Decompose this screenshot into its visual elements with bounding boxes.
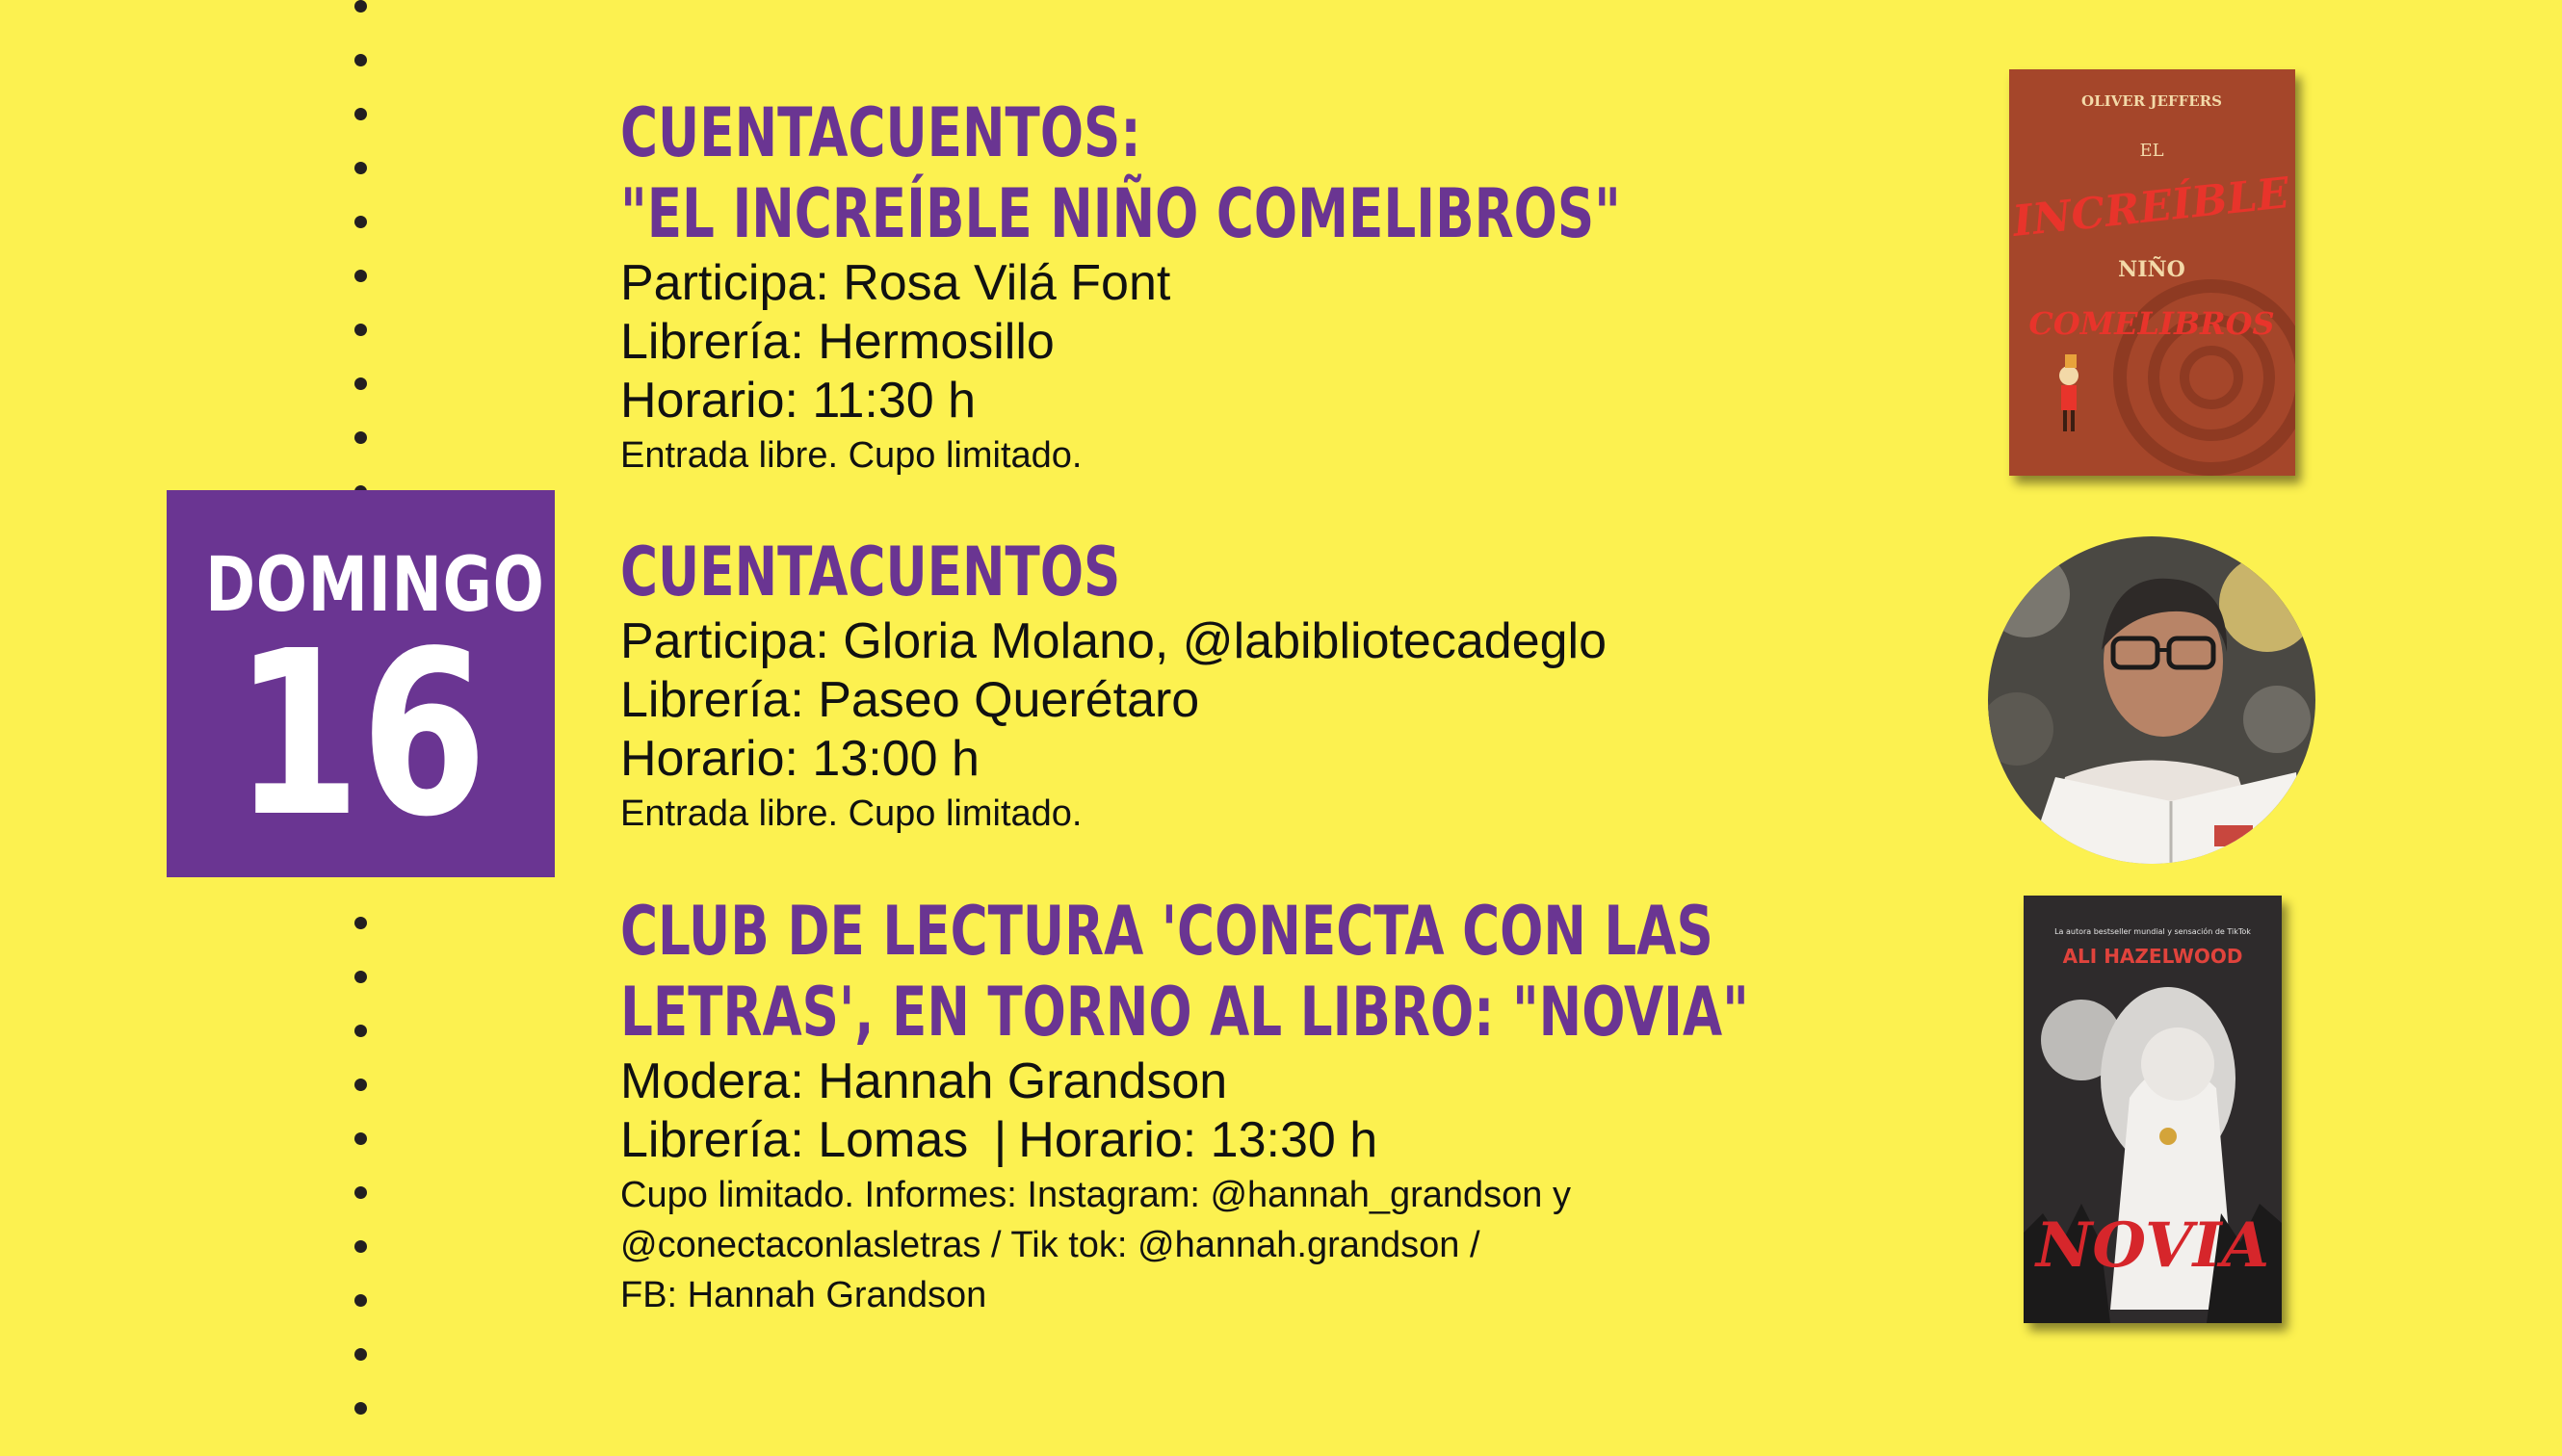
book-cover-comelibros (2009, 69, 2295, 476)
event-schedule: Horario: 13:30 h (1018, 1112, 1378, 1168)
timeline-dots-top (353, 0, 367, 539)
timeline-dots-bottom (353, 917, 367, 1456)
event-title-line: LETRAS', EN TORNO AL LIBRO: "NOVIA" (620, 973, 1749, 1052)
event-schedule: Horario: 13:00 h (620, 731, 980, 787)
event-note: Entrada libre. Cupo limitado. (620, 435, 1083, 476)
event-title-line: CUENTACUENTOS: (620, 93, 1141, 172)
date-day-number: 16 (234, 602, 487, 867)
event-bookstore: Librería: Hermosillo (620, 314, 1055, 370)
book-author: ALI HAZELWOOD (2062, 945, 2243, 968)
event-reading-club (620, 891, 2105, 1320)
book-title-line: EL (2139, 141, 2164, 161)
event-bookstore-schedule (620, 1111, 2105, 1170)
event-bookstore: Librería: Lomas (620, 1112, 969, 1168)
event-note: @conectaconlasletras / Tik tok: @hannah.grandson / (620, 1225, 1480, 1265)
event-note: Cupo limitado. Informes: Instagram: @hannah_grandson y (620, 1175, 1571, 1215)
event-title-line: CLUB DE LECTURA 'CONECTA CON LAS (620, 892, 1713, 971)
event-note: FB: Hannah Grandson (620, 1275, 987, 1315)
event-title-line: CUENTACUENTOS (620, 533, 1121, 611)
event-title (620, 92, 1621, 254)
event-schedule: Horario: 11:30 h (620, 373, 977, 429)
event-title (620, 532, 1370, 612)
separator: | (993, 1112, 1007, 1168)
date-weekday: DOMINGO (205, 542, 545, 629)
book-title-line: NIÑO (2118, 257, 2185, 282)
book-title: NOVIA (2035, 1209, 2270, 1282)
event-storytelling (620, 532, 1607, 839)
event-storytelling-comelibros (620, 92, 1937, 481)
book-author: OLIVER JEFFERS (2081, 92, 2222, 110)
event-title-line: "EL INCREÍBLE NIÑO COMELIBROS" (620, 174, 1621, 253)
event-moderator: Modera: Hannah Grandson (620, 1053, 1228, 1109)
participant-photo-avatar (1988, 536, 2315, 864)
book-title-line: INCREÍBLE (2010, 169, 2292, 247)
event-bookstore: Librería: Paseo Querétaro (620, 672, 1200, 728)
book-cover-novia (2024, 896, 2282, 1323)
event-participant: Participa: Rosa Vilá Font (620, 255, 1171, 311)
event-note: Entrada libre. Cupo limitado. (620, 793, 1083, 834)
book-tagline: La autora bestseller mundial y sensación de TikTok (2054, 927, 2251, 936)
event-participant: Participa: Gloria Molano, @labibliotecadeglo (620, 613, 1608, 669)
date-badge (167, 490, 555, 877)
event-title (620, 891, 1749, 1053)
book-title-line: COMELIBROS (2028, 305, 2275, 342)
